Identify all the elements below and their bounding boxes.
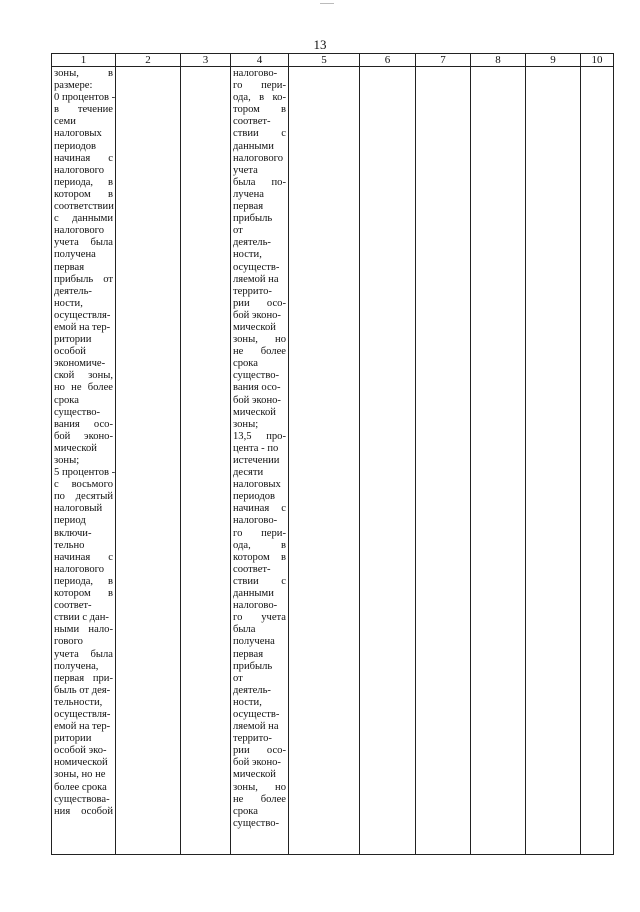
text-line: деятель- <box>54 285 92 297</box>
text-line: учета <box>233 164 258 176</box>
text-line: налогового <box>54 225 105 237</box>
text-line: существо- <box>54 406 101 418</box>
text-line: соответ- <box>233 116 271 128</box>
text-line: в течение <box>54 104 113 116</box>
column-4-cell <box>231 67 289 855</box>
text-line: налогово- <box>233 68 278 79</box>
text-line: мической <box>233 769 276 781</box>
text-line: го пери- <box>233 527 286 539</box>
text-line: 5 процентов - <box>54 467 116 479</box>
text-line: с восьмого <box>54 479 113 491</box>
text-line: периода, в <box>54 176 113 188</box>
text-line: вания осо- <box>54 418 113 430</box>
column-header-9: 9 <box>526 54 581 67</box>
text-line: существова- <box>54 793 110 805</box>
text-line: получена <box>233 636 275 648</box>
text-line: первая при- <box>54 672 113 684</box>
text-line: налогового <box>233 152 284 164</box>
text-line: налогового <box>54 563 105 575</box>
text-line: с данными <box>54 213 113 225</box>
text-line: ными нало- <box>54 624 113 636</box>
text-line: зоны, но не <box>54 769 106 781</box>
text-line: ности, <box>233 249 262 261</box>
column-header-5: 5 <box>289 54 360 67</box>
column-header-1: 1 <box>52 54 116 67</box>
text-line: ствии с <box>233 575 286 587</box>
header-row <box>52 54 614 67</box>
text-line: ода, в <box>233 539 286 551</box>
text-line: бой эконо- <box>233 309 281 321</box>
text-line: бой эконо- <box>54 430 113 442</box>
column-9-cell <box>526 67 581 855</box>
text-line: налогового <box>54 164 105 176</box>
text-line: осуществля- <box>54 309 111 321</box>
column-header-8: 8 <box>471 54 526 67</box>
scan-mark <box>320 0 334 4</box>
text-line: ности, <box>54 297 83 309</box>
text-line: бой эконо- <box>233 394 281 406</box>
text-line: ствии с дан- <box>54 612 109 624</box>
text-line: начиная с <box>54 152 113 164</box>
text-line: зоны; <box>233 418 259 430</box>
text-line: зоны, в <box>54 68 113 79</box>
text-line: котором в <box>54 588 113 600</box>
text-line: налоговых <box>54 128 102 140</box>
text-line: террито- <box>233 285 272 297</box>
column-4-text <box>231 67 288 830</box>
text-line: от <box>233 672 243 684</box>
text-line: особой <box>54 346 86 358</box>
text-line: ода, в ко- <box>233 92 286 104</box>
column-1-cell <box>52 67 116 855</box>
text-line: осуществ- <box>233 708 280 720</box>
text-line: осуществ- <box>233 261 280 273</box>
text-line: цента - по <box>233 442 279 454</box>
text-line: данными <box>233 140 274 152</box>
text-line: была по- <box>233 176 286 188</box>
text-line: соответ- <box>233 563 271 575</box>
column-10-cell <box>581 67 614 855</box>
text-line: тельности, <box>54 696 103 708</box>
text-line: котором в <box>54 188 113 200</box>
text-line: прибыль <box>233 213 273 225</box>
text-line: лучена <box>233 188 264 200</box>
text-line: более срока <box>54 781 107 793</box>
text-line: ляемой на <box>233 721 279 733</box>
text-line: истечении <box>233 455 280 466</box>
table-row <box>52 67 614 855</box>
column-3-cell <box>181 67 231 855</box>
text-line: емой на тер- <box>54 721 111 733</box>
text-line: первая <box>233 648 264 660</box>
text-line: вания осо- <box>233 382 281 394</box>
text-line: срока <box>233 358 258 370</box>
text-line: срока <box>54 394 79 406</box>
text-line: соответ- <box>54 600 92 612</box>
text-line: десяти <box>233 467 264 479</box>
column-8-cell <box>471 67 526 855</box>
text-line: первая <box>233 201 264 213</box>
text-line: ности, <box>233 696 262 708</box>
text-line: данными <box>233 588 274 600</box>
text-line: бой эконо- <box>233 757 281 769</box>
column-header-6: 6 <box>360 54 416 67</box>
text-line: осуществля- <box>54 708 111 720</box>
text-line: 13,5 про- <box>233 430 286 442</box>
text-line: котором в <box>233 551 286 563</box>
page-number: 13 <box>313 37 327 52</box>
text-line: учета была <box>54 648 113 660</box>
text-line: тором в <box>233 104 286 116</box>
text-line: получена, <box>54 660 99 672</box>
text-line: периодов <box>54 140 97 152</box>
text-line: срока <box>233 805 258 817</box>
text-line: от <box>233 225 243 237</box>
column-5-cell <box>289 67 360 855</box>
text-line: мической <box>54 442 97 454</box>
document-table <box>51 53 614 855</box>
text-line: была <box>233 624 256 636</box>
text-line: периодов <box>233 491 276 503</box>
text-line: мической <box>233 406 276 418</box>
column-header-4: 4 <box>231 54 289 67</box>
column-header-7: 7 <box>416 54 471 67</box>
text-line: начиная с <box>233 503 286 515</box>
text-line: налоговых <box>233 479 281 491</box>
text-line: налогово- <box>233 515 278 527</box>
text-line: соответствии <box>54 201 114 213</box>
text-line: семи <box>54 116 76 128</box>
text-line: прибыль <box>233 660 273 672</box>
text-line: прибыль от <box>54 273 113 285</box>
text-line: гового <box>54 636 83 648</box>
text-line: но не более <box>54 382 113 394</box>
text-line: существо- <box>233 370 280 382</box>
column-header-10: 10 <box>581 54 614 67</box>
text-line: не более <box>233 346 286 358</box>
text-line: номической <box>54 757 108 769</box>
text-line: периода, в <box>54 575 113 587</box>
column-header-3: 3 <box>181 54 231 67</box>
text-line: мической <box>233 321 276 333</box>
text-line: ритории <box>54 733 92 745</box>
column-6-cell <box>360 67 416 855</box>
text-line: зоны, но <box>233 334 286 346</box>
text-line: размере: <box>54 80 93 92</box>
text-line: налогово- <box>233 600 278 612</box>
text-line: тельно <box>54 539 85 551</box>
column-1-text <box>52 67 115 818</box>
text-line: первая <box>54 261 85 273</box>
text-line: учета была <box>54 237 113 249</box>
text-line: по десятый <box>54 491 113 503</box>
text-line: налоговый <box>54 503 103 515</box>
text-line: 0 процентов - <box>54 92 116 104</box>
text-line: зоны; <box>54 455 80 466</box>
text-line: ской зоны, <box>54 370 113 382</box>
text-line: существо- <box>233 817 280 829</box>
column-header-2: 2 <box>116 54 181 67</box>
text-line: ритории <box>54 334 92 346</box>
text-line: го пери- <box>233 80 286 92</box>
text-line: деятель- <box>233 237 271 249</box>
text-line: рии осо- <box>233 297 286 309</box>
text-line: го учета <box>233 612 286 624</box>
text-line: начиная с <box>54 551 113 563</box>
text-line: ствии с <box>233 128 286 140</box>
text-line: включи- <box>54 527 92 539</box>
text-line: период <box>54 515 86 527</box>
text-line: емой на тер- <box>54 321 111 333</box>
column-2-cell <box>116 67 181 855</box>
text-line: зоны, но <box>233 781 286 793</box>
text-line: не более <box>233 793 286 805</box>
text-line: ляемой на <box>233 273 279 285</box>
text-line: террито- <box>233 733 272 745</box>
text-line: рии осо- <box>233 745 286 757</box>
text-line: получена <box>54 249 96 261</box>
column-7-cell <box>416 67 471 855</box>
text-line: ния особой <box>54 805 113 817</box>
text-line: экономиче- <box>54 358 106 370</box>
text-line: быль от дея- <box>54 684 111 696</box>
text-line: особой эко- <box>54 745 107 757</box>
text-line: деятель- <box>233 684 271 696</box>
